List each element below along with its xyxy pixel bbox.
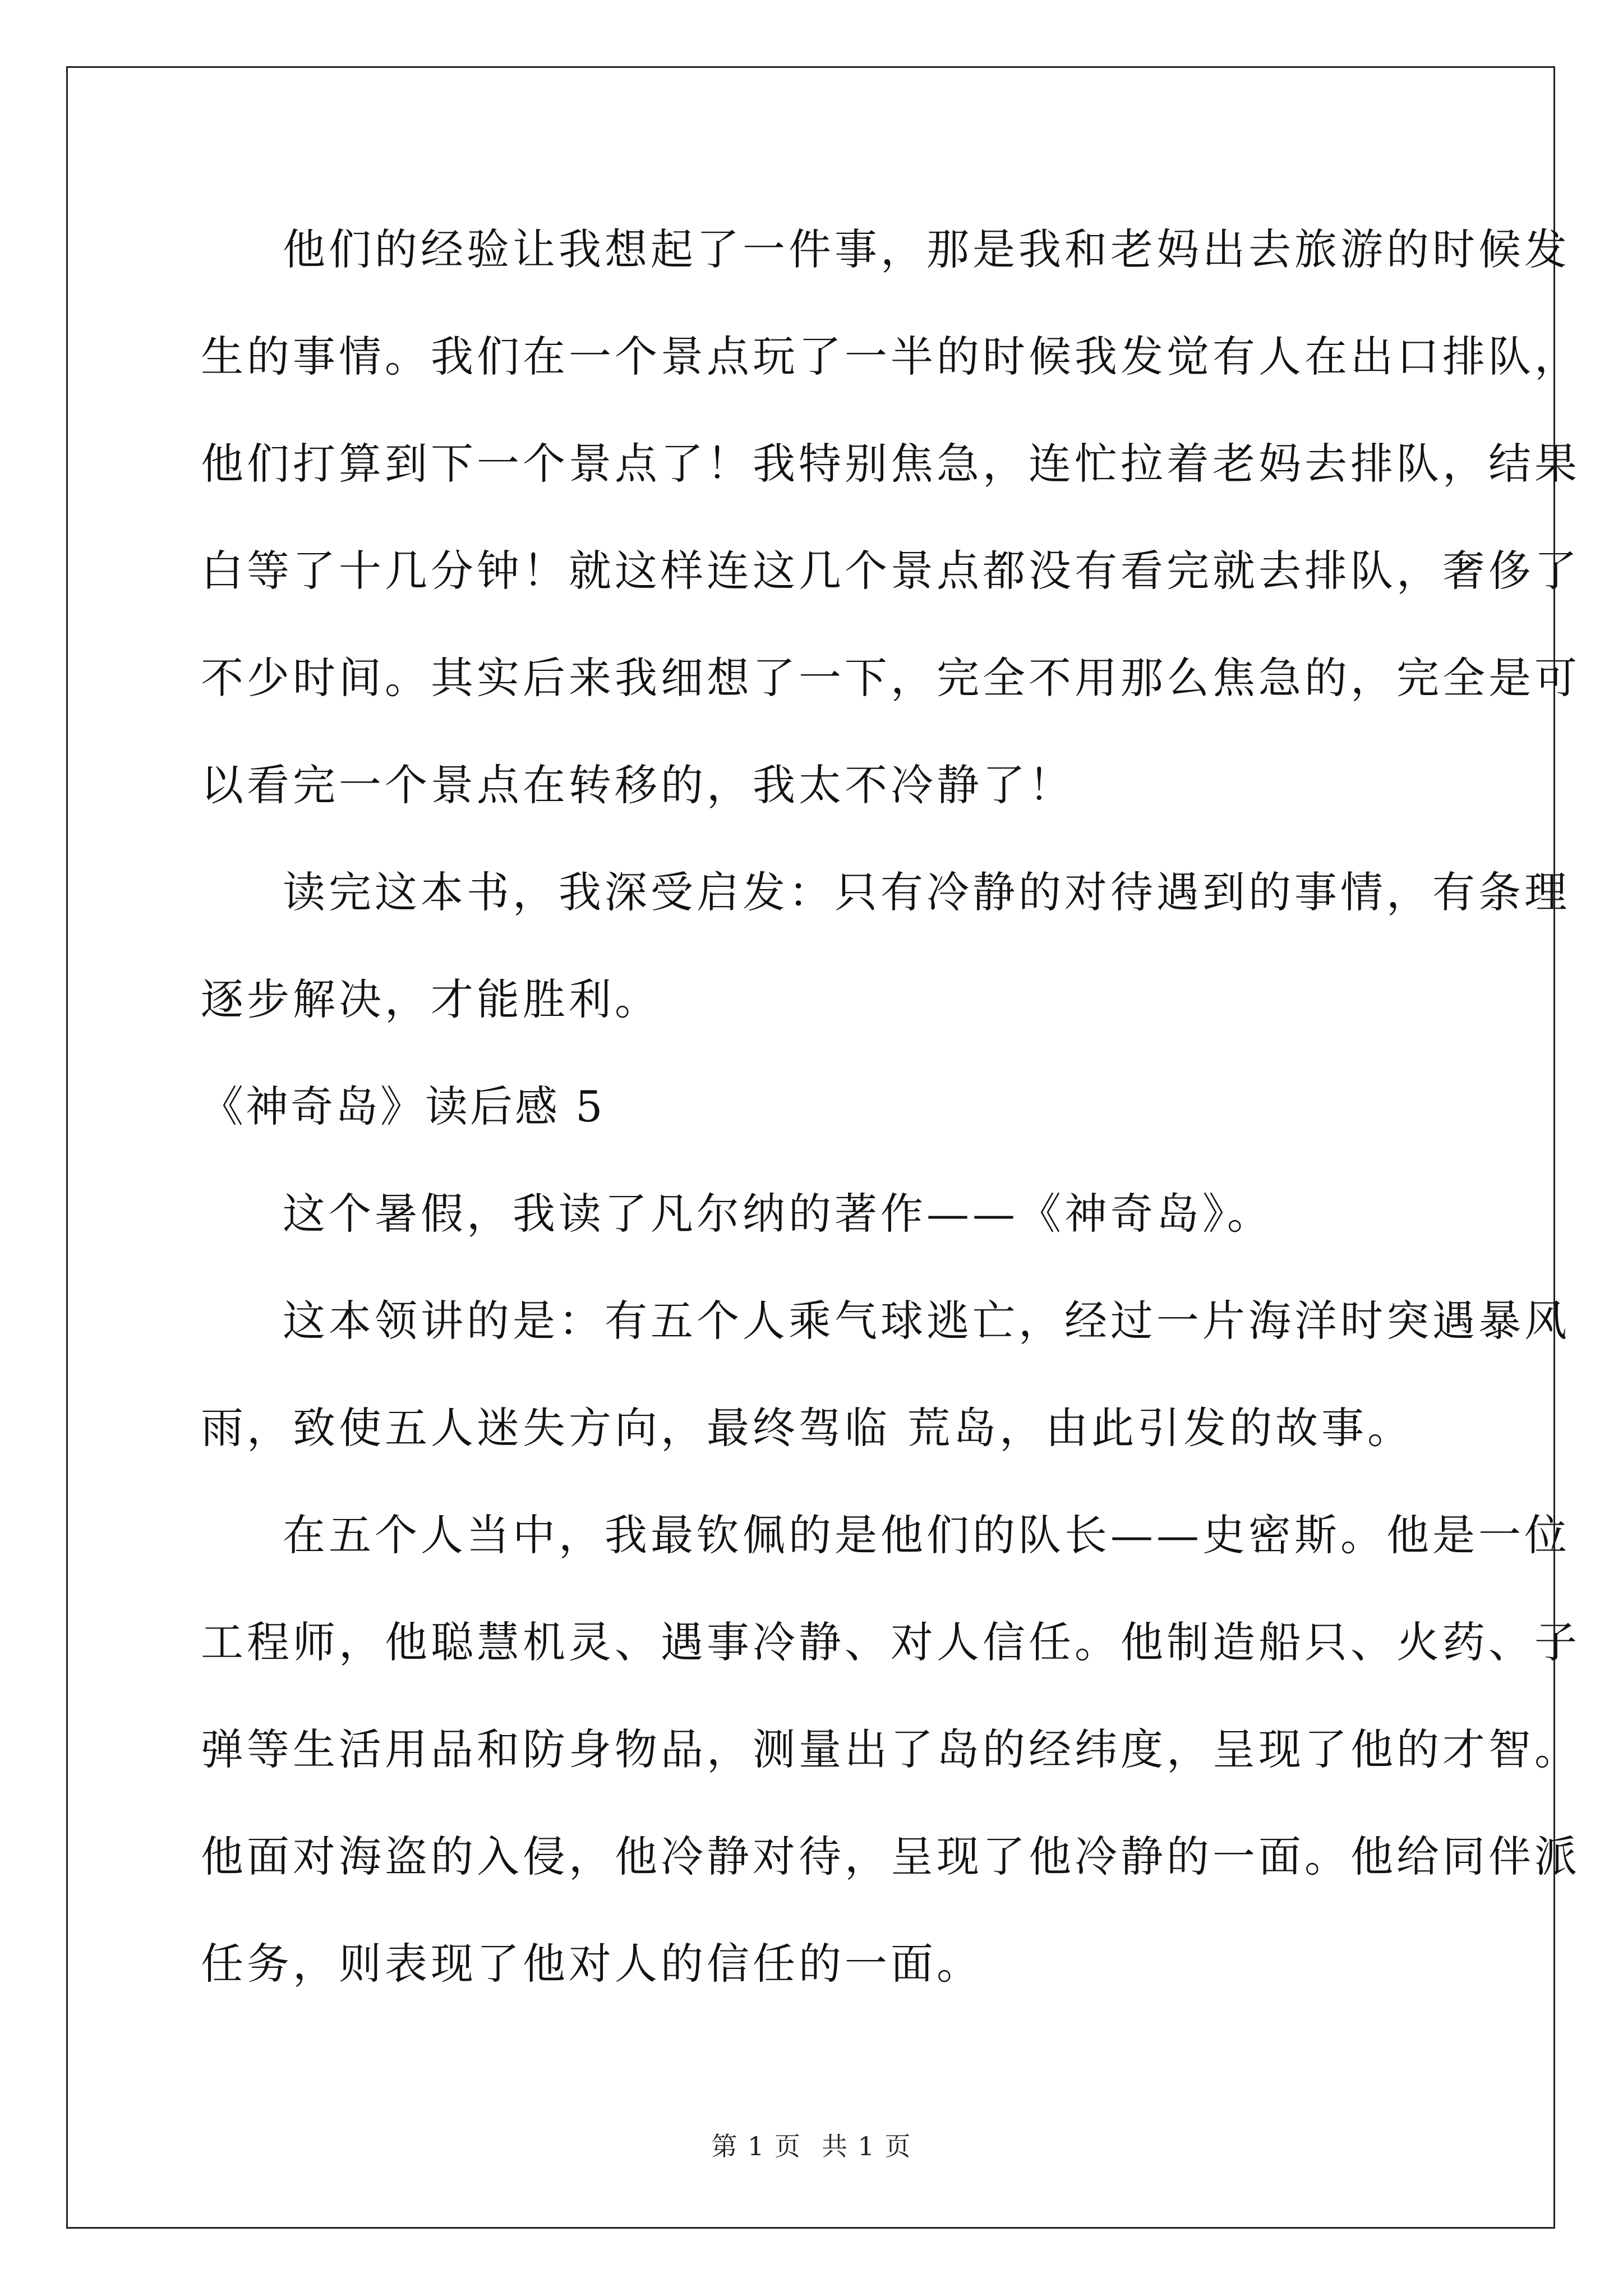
- paragraph-line: 工程师，他聪慧机灵、遇事冷静、对人信任。他制造船只、火药、子: [201, 1617, 1580, 1667]
- paragraph-line: 他们的经验让我想起了一件事，那是我和老妈出去旅游的时候发: [283, 224, 1570, 274]
- paragraph-line: 逐步解决，才能胜利。: [201, 974, 661, 1024]
- paragraph-line: 他们打算到下一个景点了！我特别焦急，连忙拉着老妈去排队，结果: [201, 439, 1580, 489]
- paragraph-line: 他面对海盗的入侵，他冷静对待，呈现了他冷静的一面。他给同伴派: [201, 1832, 1580, 1881]
- paragraph-line: 在五个人当中，我最钦佩的是他们的队长——史密斯。他是一位: [283, 1510, 1570, 1560]
- paragraph-line: 弹等生活用品和防身物品，测量出了岛的经纬度，呈现了他的才智。: [201, 1724, 1580, 1774]
- paragraph-line: 这本领讲的是：有五个人乘气球逃亡，经过一片海洋时突遇暴风: [283, 1296, 1570, 1346]
- paragraph-line: 任务，则表现了他对人的信任的一面。: [201, 1939, 983, 1989]
- page-number-current: 第 1 页: [711, 2131, 801, 2161]
- paragraph-line: 以看完一个景点在转移的，我太不冷静了！: [201, 760, 1075, 810]
- section-heading: 《神奇岛》读后感 5: [201, 1082, 605, 1131]
- paragraph-line: 这个暑假，我读了凡尔纳的著作——《神奇岛》。: [283, 1189, 1273, 1239]
- paragraph-line: 白等了十几分钟！就这样连这几个景点都没有看完就去排队，奢侈了: [201, 546, 1580, 596]
- page-footer: [0, 2126, 1623, 2163]
- paragraph-line: 雨，致使五人迷失方向，最终驾临 荒岛，由此引发的故事。: [201, 1403, 1414, 1453]
- paragraph-line: 生的事情。我们在一个景点玩了一半的时候我发觉有人在出口排队，: [201, 332, 1580, 381]
- document-body: [201, 216, 1580, 2037]
- paragraph-line: 不少时间。其实后来我细想了一下，完全不用那么焦急的，完全是可: [201, 653, 1580, 703]
- page-number-total: 共 1 页: [822, 2131, 912, 2161]
- paragraph-line: 读完这本书，我深受启发：只有冷静的对待遇到的事情，有条理: [283, 867, 1570, 917]
